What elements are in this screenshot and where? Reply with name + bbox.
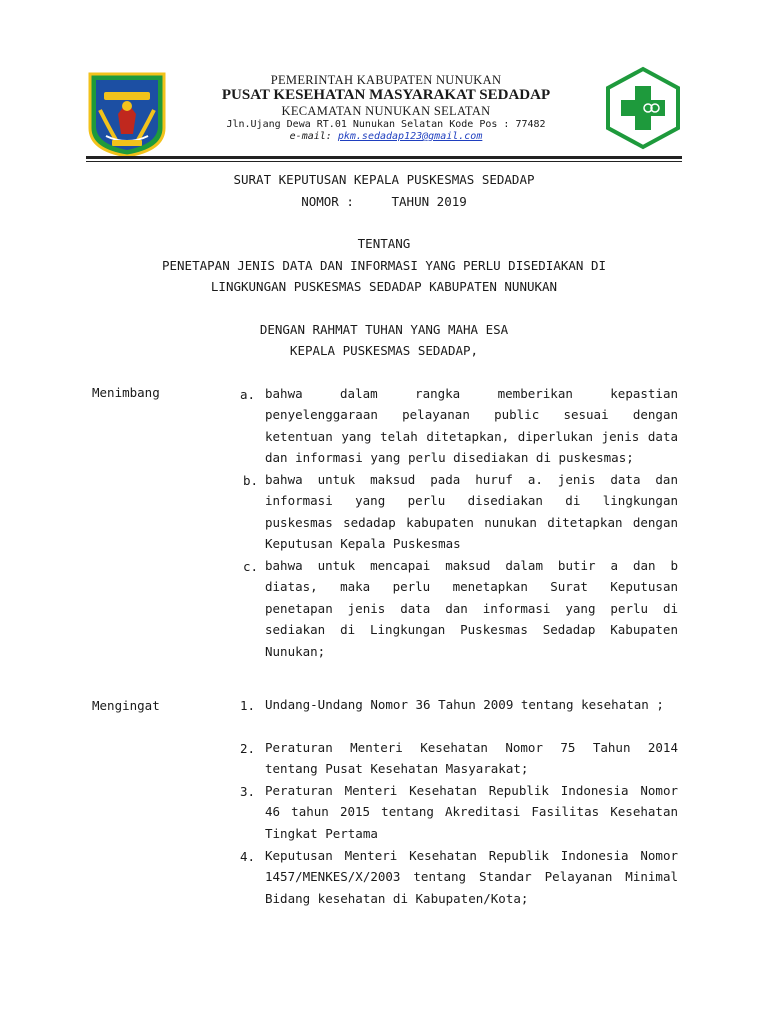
menimbang-item-a: bahwa dalam rangka memberikan kepastian penyelenggaraan pelayanan public sesuai dengan ketentuan yang telah ditetapkan, diperlukan jenis data dan informasi yang perlu disediakan di puskesmas; — [265, 386, 678, 466]
email-label: e-mail: — [289, 131, 332, 142]
tentang-heading: TENTANG — [357, 236, 411, 251]
official-line: KEPALA PUSKESMAS SEDADAP, — [289, 343, 479, 358]
menimbang-marker-a: a. — [240, 387, 256, 402]
mengingat-marker-2: 2. — [240, 741, 256, 756]
menimbang-label: Menimbang — [92, 385, 160, 400]
letterhead-address: Jln.Ujang Dewa RT.01 Nunukan Selatan Kode Pos : 77482 — [226, 119, 546, 130]
mengingat-marker-4: 4. — [240, 849, 256, 864]
blessing-line: DENGAN RAHMAT TUHAN YANG MAHA ESA — [259, 322, 509, 337]
letterhead-district: KECAMATAN NUNUKAN SELATAN — [281, 104, 491, 118]
letterhead-divider-thin — [86, 161, 682, 162]
menimbang-item-c: bahwa untuk mencapai maksud dalam butir a dan b diatas, maka perlu menetapkan Surat Keputusan penetapan jenis data dan informasi yang perlu di sediakan di Lingkungan Puskesmas Sedadap Kabupaten Nunukan; — [265, 558, 678, 659]
letterhead-divider-thick — [86, 156, 682, 159]
regency-emblem-icon — [86, 70, 168, 158]
menimbang-marker-c: c. — [243, 559, 259, 574]
decree-number: NOMOR : TAHUN 2019 — [301, 194, 467, 209]
mengingat-item-4: Keputusan Menteri Kesehatan Republik Indonesia Nomor 1457/MENKES/X/2003 tentang Standar Pelayanan Minimal Bidang kesehatan di Kabupaten/Kota; — [265, 848, 678, 906]
mengingat-item-3: Peraturan Menteri Kesehatan Republik Indonesia Nomor 46 tahun 2015 tentang Akreditasi Fasilitas Kesehatan Tingkat Pertama — [265, 783, 678, 841]
puskesmas-cross-logo-icon — [604, 66, 682, 150]
mengingat-item-2: Peraturan Menteri Kesehatan Nomor 75 Tahun 2014 tentang Pusat Kesehatan Masyarakat; — [265, 740, 678, 777]
mengingat-label: Mengingat — [92, 698, 160, 713]
decree-title: SURAT KEPUTUSAN KEPALA PUSKESMAS SEDADAP — [233, 172, 535, 187]
subject-line-1: PENETAPAN JENIS DATA DAN INFORMASI YANG PERLU DISEDIAKAN DI — [161, 258, 606, 273]
mengingat-marker-3: 3. — [240, 784, 256, 799]
menimbang-item-b: bahwa untuk maksud pada huruf a. jenis data dan informasi yang perlu disediakan di lingkungan puskesmas sedadap kabupaten nunukan ditetapkan dengan Keputusan Kepala Puskesmas — [265, 472, 678, 552]
email-link[interactable]: pkm.sedadap123@gmail.com — [337, 131, 483, 142]
letterhead-email-line — [176, 131, 596, 142]
mengingat-marker-1: 1. — [240, 698, 256, 713]
menimbang-marker-b: b. — [243, 473, 259, 488]
mengingat-item-1: Undang-Undang Nomor 36 Tahun 2009 tentang kesehatan ; — [265, 697, 664, 712]
subject-line-2: LINGKUNGAN PUSKESMAS SEDADAP KABUPATEN NUNUKAN — [210, 279, 558, 294]
letterhead-government: PEMERINTAH KABUPATEN NUNUKAN — [270, 73, 502, 87]
letterhead-institution: PUSAT KESEHATAN MASYARAKAT SEDADAP — [221, 87, 551, 103]
